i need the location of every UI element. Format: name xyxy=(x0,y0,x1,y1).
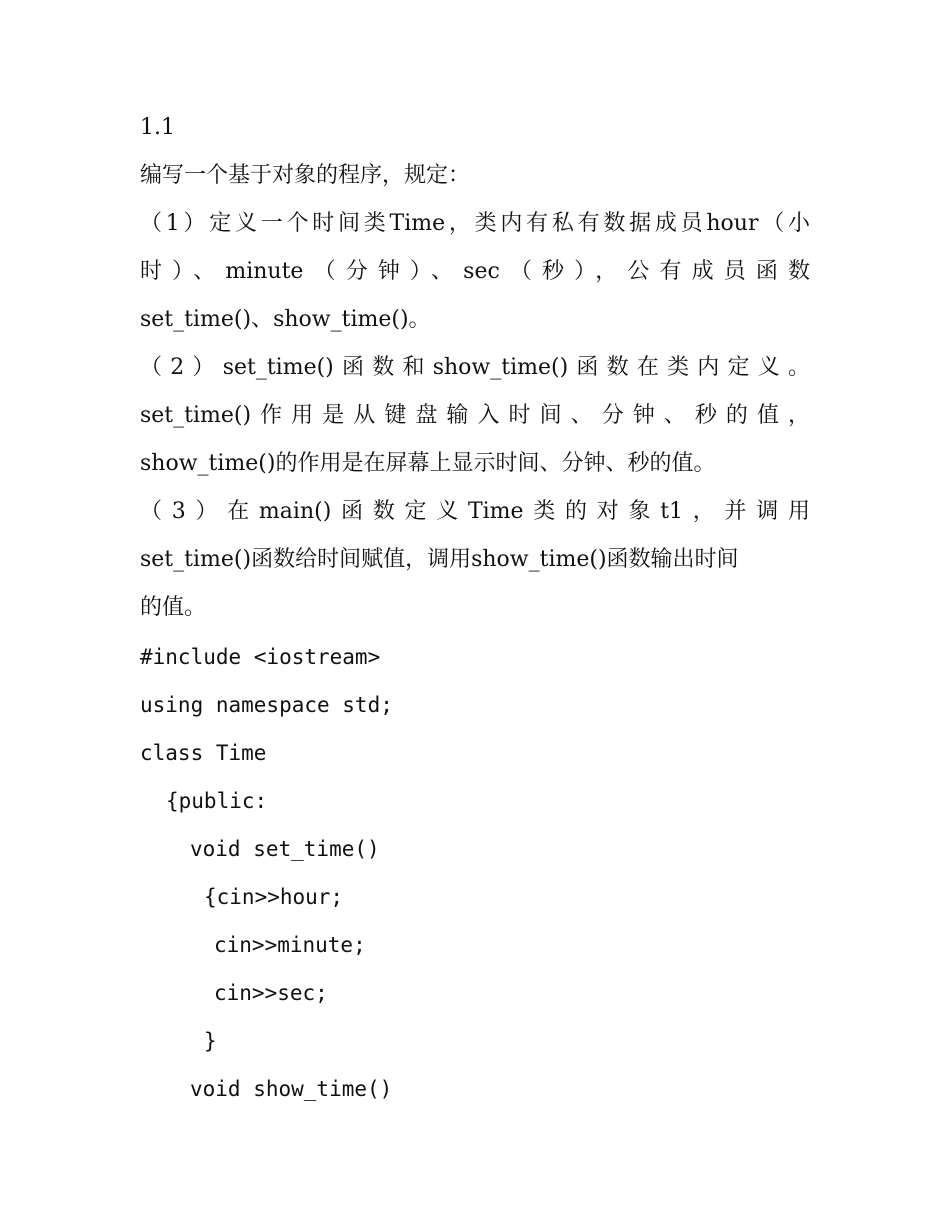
requirement-line: （1）定义一个时间类Time，类内有私有数据成员hour（小 xyxy=(140,211,810,236)
code-line: cin>>sec; xyxy=(214,981,328,1005)
requirement-line: 的值。 xyxy=(140,595,207,620)
code-line: void set_time() xyxy=(190,837,380,861)
section-number: 1.1 xyxy=(140,115,175,140)
requirement-line: set_time()、show_time()。 xyxy=(140,307,431,332)
code-line: {cin>>hour; xyxy=(204,885,344,909)
code-line: } xyxy=(204,1029,217,1053)
requirement-line: 时）、minute（分钟）、sec（秒），公有成员函数 xyxy=(140,259,810,284)
requirement-line: set_time()作用是从键盘输入时间、分钟、秒的值， xyxy=(140,403,810,428)
code-line: {public: xyxy=(166,789,268,813)
requirement-line: （3）在main()函数定义Time类的对象t1，并调用 xyxy=(140,499,810,524)
code-line: void show_time() xyxy=(190,1077,393,1101)
requirement-line: set_time()函数给时间赋值，调用show_time()函数输出时间 xyxy=(140,547,739,572)
requirement-line: show_time()的作用是在屏幕上显示时间、分钟、秒的值。 xyxy=(140,451,716,476)
code-line: using namespace std; xyxy=(140,693,393,717)
requirement-line: （2）set_time()函数和show_time()函数在类内定义。 xyxy=(140,355,810,380)
code-line: class Time xyxy=(140,741,267,765)
task-intro: 编写一个基于对象的程序，规定： xyxy=(140,163,471,188)
code-line: cin>>minute; xyxy=(214,933,366,957)
code-line: #include <iostream> xyxy=(140,645,381,669)
